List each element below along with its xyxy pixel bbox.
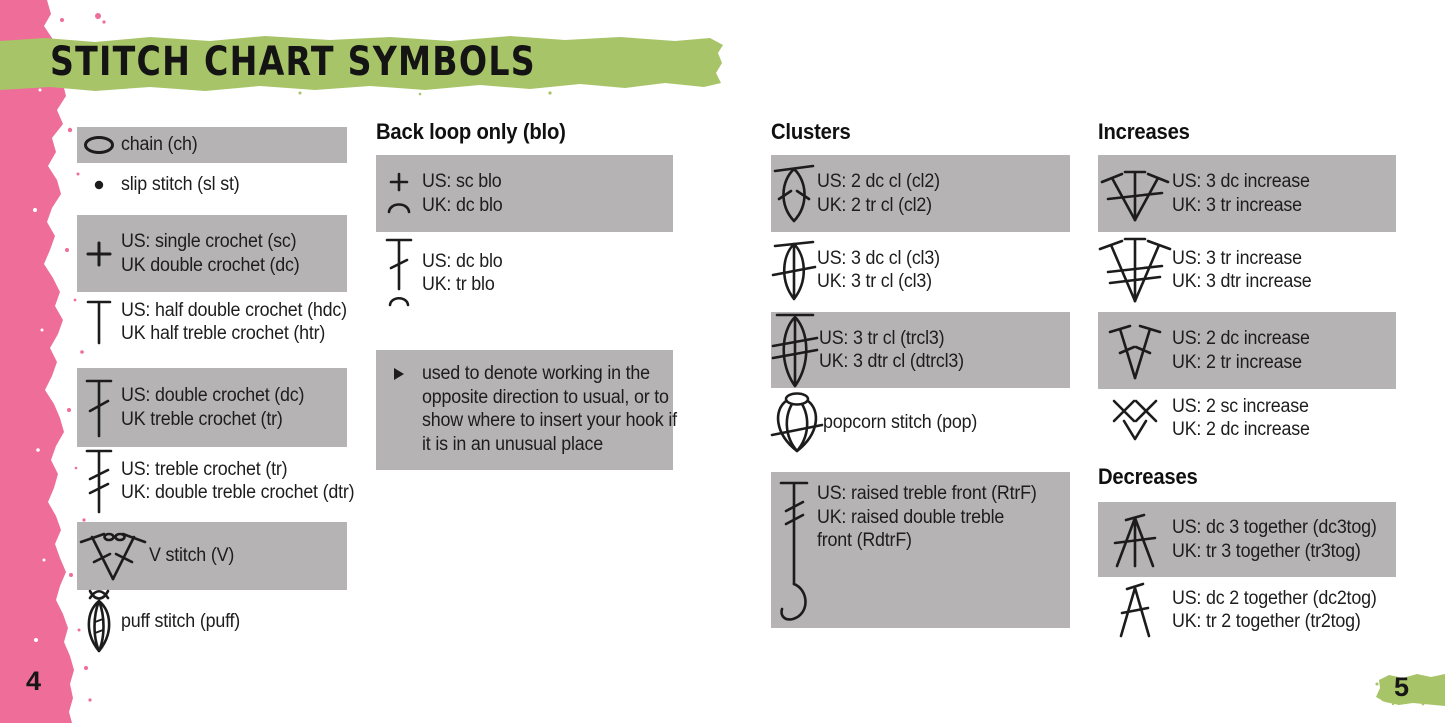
legend-text: UK: 3 dtr increase xyxy=(1172,271,1312,292)
legend-text: UK: tr 2 together (tr2tog) xyxy=(1172,611,1361,632)
cluster-2dc-icon xyxy=(771,164,817,224)
dc-blo-icon xyxy=(376,237,422,309)
legend-text: UK: double treble crochet (dtr) xyxy=(121,482,355,503)
legend-text: UK: 3 dtr cl (dtrcl3) xyxy=(819,351,964,372)
legend-row-dc2tog xyxy=(1098,580,1396,640)
legend-text: it is in an unusual place xyxy=(422,433,603,455)
heading-decreases: Decreases xyxy=(1098,464,1198,489)
legend-text: US: 3 tr cl (trcl3) xyxy=(819,327,945,349)
legend-row-cluster2 xyxy=(771,155,1070,232)
heading-increases: Increases xyxy=(1098,119,1190,144)
legend-text: US: half double crochet (hdc) xyxy=(121,299,347,321)
legend-text: V stitch (V) xyxy=(149,545,235,567)
increase-2sc-icon xyxy=(1098,395,1172,441)
direction-arrow-icon xyxy=(376,366,422,382)
legend-text: US: dc 2 together (dc2tog) xyxy=(1172,587,1377,609)
legend-row-treble-crochet xyxy=(77,449,355,513)
legend-row-v-stitch xyxy=(77,522,347,590)
legend-text: UK: 2 dc increase xyxy=(1172,419,1310,440)
legend-text: US: 3 dc increase xyxy=(1172,171,1310,192)
legend-row-increase-2dc xyxy=(1098,312,1396,389)
legend-text: UK: raised double treble xyxy=(817,506,1005,528)
legend-text: US: double crochet (dc) xyxy=(121,385,305,406)
legend-text: UK: tr blo xyxy=(422,274,495,295)
raised-treble-front-icon xyxy=(771,480,817,628)
dc3tog-icon xyxy=(1098,512,1172,568)
cluster-3dc-icon xyxy=(771,238,817,302)
legend-text: UK half treble crochet (htr) xyxy=(121,323,326,344)
legend-row-increase-3tr xyxy=(1098,236,1396,304)
legend-text: slip stitch (sl st) xyxy=(121,174,240,196)
legend-text: UK: 3 tr cl (cl3) xyxy=(817,271,932,292)
legend-row-single-crochet xyxy=(77,215,347,292)
popcorn-icon xyxy=(771,391,823,455)
legend-text: US: 3 tr increase xyxy=(1172,247,1302,269)
legend-row-increase-2sc xyxy=(1098,392,1396,444)
legend-row-slip-stitch xyxy=(77,167,347,203)
single-crochet-icon xyxy=(77,241,121,267)
legend-row-dc3tog xyxy=(1098,502,1396,577)
heading-back-loop-only: Back loop only (blo) xyxy=(376,119,566,144)
legend-row-half-double-crochet xyxy=(77,294,347,350)
legend-text: US: sc blo xyxy=(422,171,502,192)
legend-text: US: 2 dc increase xyxy=(1172,328,1310,349)
increase-3dc-icon xyxy=(1098,166,1172,222)
slip-stitch-icon xyxy=(77,179,121,191)
legend-text: UK: 2 tr cl (cl2) xyxy=(817,194,932,216)
dc2tog-icon xyxy=(1098,582,1172,638)
legend-text: chain (ch) xyxy=(121,134,198,156)
legend-row-double-crochet xyxy=(77,368,347,447)
legend-row-treble-cluster3 xyxy=(771,312,1070,388)
legend-text: UK: dc blo xyxy=(422,194,503,216)
legend-text: UK: tr 3 together (tr3tog) xyxy=(1172,540,1361,562)
page-title: STITCH CHART SYMBOLS xyxy=(50,39,536,85)
legend-text: UK treble crochet (tr) xyxy=(121,408,283,430)
legend-text: US: raised treble front (RtrF) xyxy=(817,483,1037,504)
chain-icon xyxy=(77,135,121,155)
legend-row-popcorn xyxy=(771,394,1070,452)
legend-row-raised-treble-front xyxy=(771,472,1070,628)
legend-row-sc-blo xyxy=(376,155,673,232)
legend-text: opposite direction to usual, or to xyxy=(422,386,669,408)
legend-text: used to denote working in the xyxy=(422,363,650,384)
legend-text: UK double crochet (dc) xyxy=(121,254,300,276)
legend-text: show where to insert your hook if xyxy=(422,410,677,431)
legend-row-dc-blo xyxy=(376,238,673,308)
legend-text: US: treble crochet (tr) xyxy=(121,458,288,480)
legend-text: US: 2 sc increase xyxy=(1172,395,1309,417)
legend-text: UK: 2 tr increase xyxy=(1172,351,1302,373)
cluster-3tr-icon xyxy=(771,311,819,389)
increase-3tr-icon xyxy=(1098,237,1172,303)
legend-text: US: single crochet (sc) xyxy=(121,231,297,252)
legend-text: UK: 3 tr increase xyxy=(1172,194,1302,216)
legend-row-cluster3 xyxy=(771,236,1070,304)
treble-crochet-icon xyxy=(77,448,121,514)
v-stitch-icon xyxy=(77,529,149,583)
legend-text: US: 3 dc cl (cl3) xyxy=(817,247,940,269)
legend-text: popcorn stitch (pop) xyxy=(823,412,978,434)
legend-text: US: dc blo xyxy=(422,250,503,272)
legend-text: US: dc 3 together (dc3tog) xyxy=(1172,517,1377,538)
legend-text: front (RdtrF) xyxy=(817,530,912,551)
page-number-right: 5 xyxy=(1394,672,1410,702)
legend-row-increase-3dc xyxy=(1098,155,1396,232)
sc-blo-icon xyxy=(376,172,422,216)
legend-row-chain xyxy=(77,127,347,163)
legend-row-puff-stitch xyxy=(77,592,347,652)
double-crochet-icon xyxy=(77,378,121,438)
legend-text: US: 2 dc cl (cl2) xyxy=(817,171,940,192)
legend-text: puff stitch (puff) xyxy=(121,611,241,633)
puff-stitch-icon xyxy=(77,589,121,655)
page-number-left: 4 xyxy=(26,666,42,696)
heading-clusters: Clusters xyxy=(771,119,851,144)
increase-2dc-icon xyxy=(1098,322,1172,380)
half-double-crochet-icon xyxy=(77,299,121,345)
legend-row-direction-note xyxy=(376,350,677,470)
